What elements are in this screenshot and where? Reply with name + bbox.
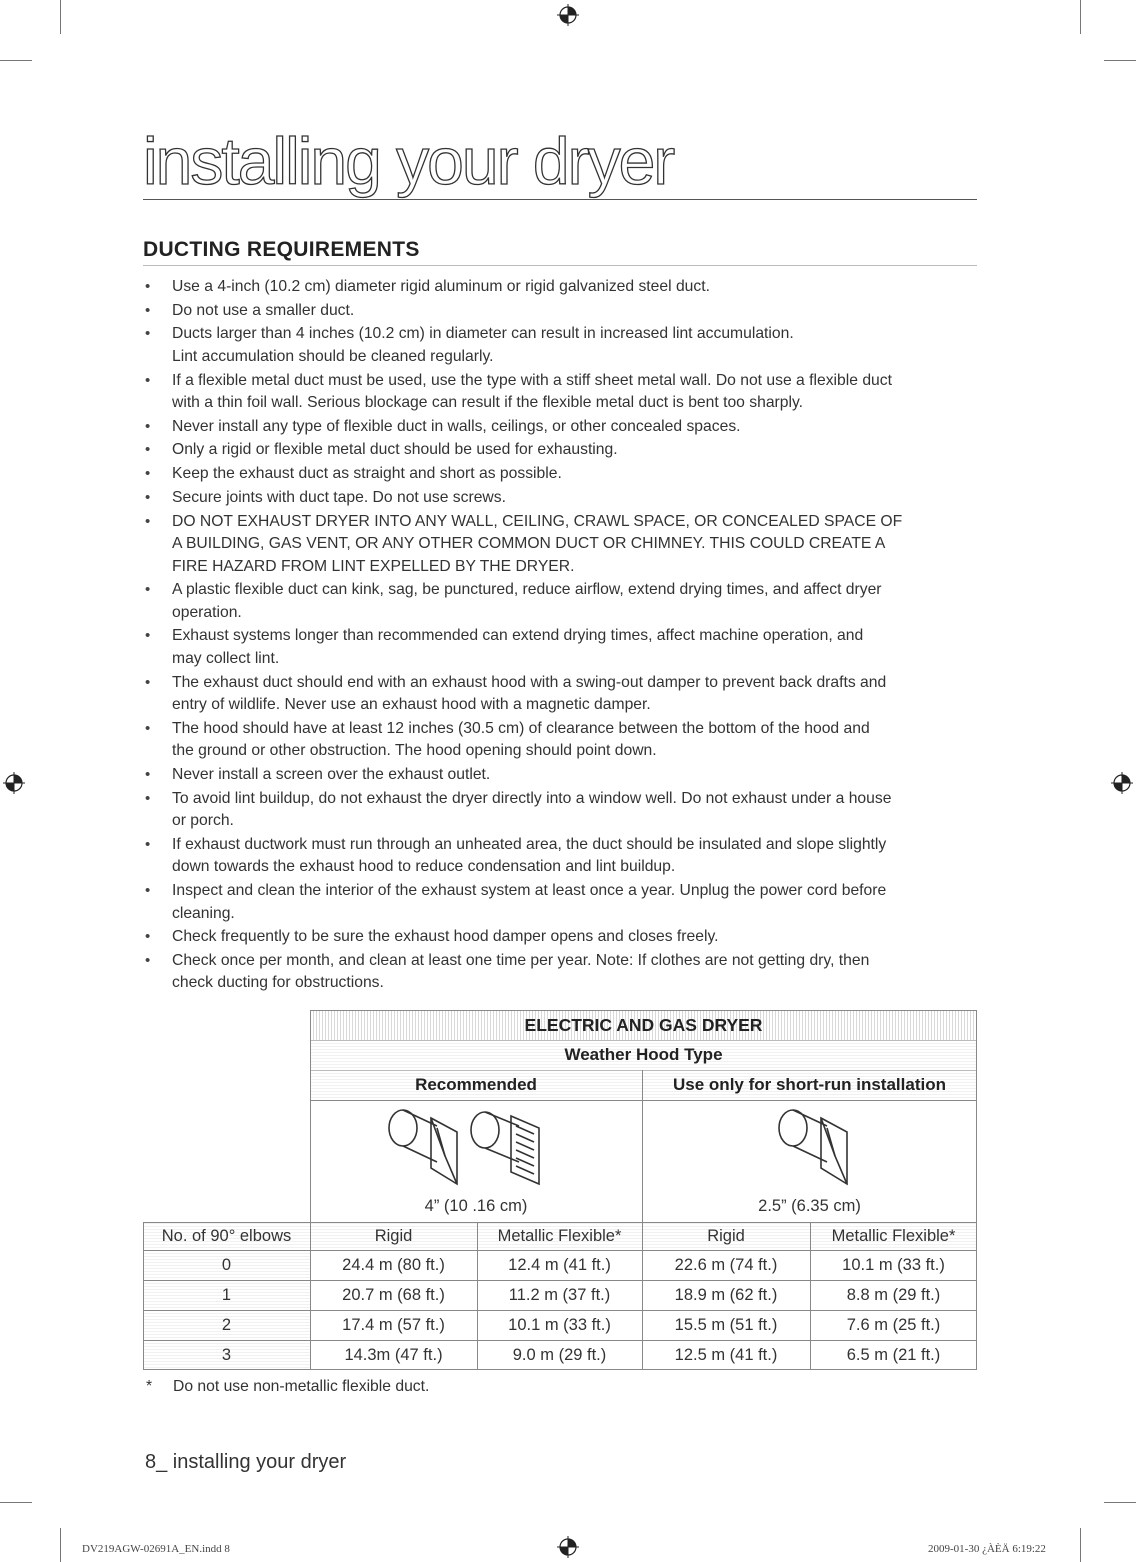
requirement-item [143,511,983,579]
footnote-marker: * [146,1378,153,1395]
column-header: Metallic Flexible* [810,1222,977,1250]
hood-short-run-icon [763,1106,873,1196]
requirement-line: • Do not use a smaller duct. [172,301,355,319]
requirement-line: • DO NOT EXHAUST DRYER INTO ANY WALL, CEILING, CRAWL SPACE, OR CONCEALED SPACE OF [172,512,903,530]
requirement-line: or porch. [172,812,234,830]
table-header: ELECTRIC AND GAS DRYER [310,1010,977,1040]
requirement-item [143,672,983,717]
section-rule [143,265,977,266]
requirement-line: • If exhaust ductwork must run through an unheated area, the duct should be insulated and slope slightly [172,835,887,853]
footnote-text: Do not use non-metallic flexible duct. [173,1378,430,1395]
table-cell: 9.0 m (29 ft.) [512,1345,607,1364]
table-subheader: Weather Hood Type [310,1040,977,1070]
table-cell: 0 [143,1250,310,1280]
requirement-line: • Secure joints with duct tape. Do not use screws. [172,488,506,506]
requirement-item [143,926,983,949]
requirement-item [143,764,983,787]
table-cell: 14.3m (47 ft.) [344,1345,443,1364]
requirement-item [143,788,983,833]
group-short-run: Use only for short-run installation [642,1070,977,1100]
table-cell: 20.7 m (68 ft.) [342,1285,445,1304]
table-cell: 18.9 m (62 ft.) [674,1285,778,1304]
table-border [810,1222,811,1370]
table-cell: 10.1 m (33 ft.) [508,1315,611,1334]
footnote [146,1378,429,1396]
table-border [642,1070,643,1370]
requirement-item [143,323,983,368]
hood-flap-icon [389,1110,457,1184]
requirement-line: Lint accumulation should be cleaned regularly. [172,347,494,365]
table-border [143,1250,977,1251]
section-heading: DUCTING REQUIREMENTS [143,238,420,261]
table-border [976,1010,977,1370]
requirement-line: • If a flexible metal duct must be used, use the type with a stiff sheet metal wall. Do not use a flexible duct [172,371,892,389]
crop-mark [0,1502,32,1503]
table-cell: 6.5 m (21 ft.) [846,1345,941,1364]
requirement-line: entry of wildlife. Never use an exhaust hood with a magnetic damper. [172,696,651,714]
requirement-line: • Only a rigid or flexible metal duct should be used for exhausting. [172,441,618,459]
crop-mark [1104,1502,1136,1503]
requirement-item [143,950,983,995]
table-cell: 11.2 m (37 ft.) [508,1285,611,1304]
table-border [477,1222,478,1370]
column-header: Metallic Flexible* [477,1222,642,1250]
requirement-line: check ducting for obstructions. [172,974,384,992]
table-border [310,1010,977,1011]
table-cell: 12.5 m (41 ft.) [674,1345,778,1364]
requirement-item [143,276,983,299]
requirement-line: • A plastic flexible duct can kink, sag, be punctured, reduce airflow, extend drying times, and affect dryer [172,581,882,599]
hood-louver-icon [471,1112,539,1184]
ducting-table [143,1010,977,1370]
requirement-item [143,718,983,763]
table-border [310,1100,977,1101]
table-cell: 8.8 m (29 ft.) [846,1285,941,1304]
requirement-line: the ground or other obstruction. The hood opening should point down. [172,742,657,760]
crop-mark [60,0,61,34]
imprint-date: 2009-01-30 ¿ÀÈÄ 6:19:22 [928,1543,1046,1555]
requirement-line: • The exhaust duct should end with an exhaust hood with a swing-out damper to prevent back drafts and [172,673,887,691]
page-footer-label: 8_ installing your dryer [145,1451,347,1473]
requirement-line: down towards the exhaust hood to reduce condensation and lint buildup. [172,858,676,876]
table-cell: 15.5 m (51 ft.) [674,1315,778,1334]
requirement-line: • To avoid lint buildup, do not exhaust the dryer directly into a window well. Do not exhaust under a house [172,789,892,807]
table-border [143,1222,144,1370]
crop-mark [0,60,32,61]
table-cell: 22.6 m (74 ft.) [674,1255,778,1274]
table-cell: 24.4 m (80 ft.) [342,1255,445,1274]
column-header: Rigid [642,1222,810,1250]
registration-mark-icon [3,772,25,794]
imprint-file: DV219AGW-02691A_EN.indd 8 [82,1543,230,1555]
size-4-inch: 4” (10 .16 cm) [424,1196,528,1215]
column-header: No. of 90° elbows [143,1222,310,1250]
crop-mark [60,1528,61,1562]
requirement-item [143,880,983,925]
column-header: Rigid [310,1222,477,1250]
requirement-line: • Never install a screen over the exhaust outlet. [172,765,491,783]
requirement-line: • Check frequently to be sure the exhaust hood damper opens and closes freely. [172,928,719,946]
requirement-line: • Check once per month, and clean at least one time per year. Note: If clothes are not getting dry, then [172,951,870,969]
requirement-item [143,834,983,879]
crop-mark [1080,1528,1081,1562]
table-border [143,1369,977,1370]
table-border [310,1010,311,1370]
requirement-line: A BUILDING, GAS VENT, OR ANY OTHER COMMON DUCT OR CHIMNEY. THIS COULD CREATE A [172,535,886,552]
requirement-line: with a thin foil wall. Serious blockage can result if the flexible metal duct is bent too sharply. [172,394,804,412]
requirement-item [143,416,983,439]
requirement-item [143,579,983,624]
requirement-item [143,300,983,323]
page-title: installing your dryer [143,124,674,198]
requirement-line: • Keep the exhaust duct as straight and short as possible. [172,465,562,483]
requirement-line: cleaning. [172,904,235,922]
requirement-line: FIRE HAZARD FROM LINT EXPELLED BY THE DRYER. [172,557,575,575]
table-border [143,1340,977,1341]
requirement-line: • Ducts larger than 4 inches (10.2 cm) in diameter can result in increased lint accumulation. [172,325,794,343]
table-cell: 12.4 m (41 ft.) [508,1255,611,1274]
table-cell: 1 [143,1280,310,1310]
table-cell: 2 [143,1310,310,1340]
requirement-line: • Never install any type of flexible duct in walls, ceilings, or other concealed spaces. [172,417,741,435]
requirement-item [143,439,983,462]
requirement-line: • Use a 4-inch (10.2 cm) diameter rigid aluminum or rigid galvanized steel duct. [172,278,710,295]
group-recommended: Recommended [310,1070,642,1100]
requirement-line: • The hood should have at least 12 inches (30.5 cm) of clearance between the bottom of the hood and [172,719,870,737]
requirement-line: operation. [172,603,242,621]
requirements-list [143,276,983,996]
crop-mark [1080,0,1081,34]
crop-mark [1104,60,1136,61]
table-cell: 17.4 m (57 ft.) [342,1315,445,1334]
requirement-item [143,625,983,670]
table-border [143,1310,977,1311]
table-border [310,1070,977,1071]
registration-mark-icon [1111,772,1133,794]
requirement-line: • Inspect and clean the interior of the exhaust system at least once a year. Unplug the power cord before [172,882,887,899]
registration-mark-icon [557,4,579,26]
requirement-item [143,487,983,510]
size-2-5-inch: 2.5” (6.35 cm) [758,1196,861,1215]
title-rule [143,199,977,200]
requirement-item [143,370,983,415]
table-cell: 3 [143,1340,310,1370]
table-border [143,1280,977,1281]
requirement-line: may collect lint. [172,649,280,667]
table-border [143,1222,977,1223]
table-cell: 10.1 m (33 ft.) [842,1255,945,1274]
requirement-item [143,463,983,486]
requirement-line: • Exhaust systems longer than recommended can extend drying times, affect machine operation, and [172,627,864,645]
hood-illustrations-recommended [373,1106,573,1196]
registration-mark-icon [557,1536,579,1558]
table-border [310,1040,977,1041]
table-cell: 7.6 m (25 ft.) [846,1315,941,1334]
